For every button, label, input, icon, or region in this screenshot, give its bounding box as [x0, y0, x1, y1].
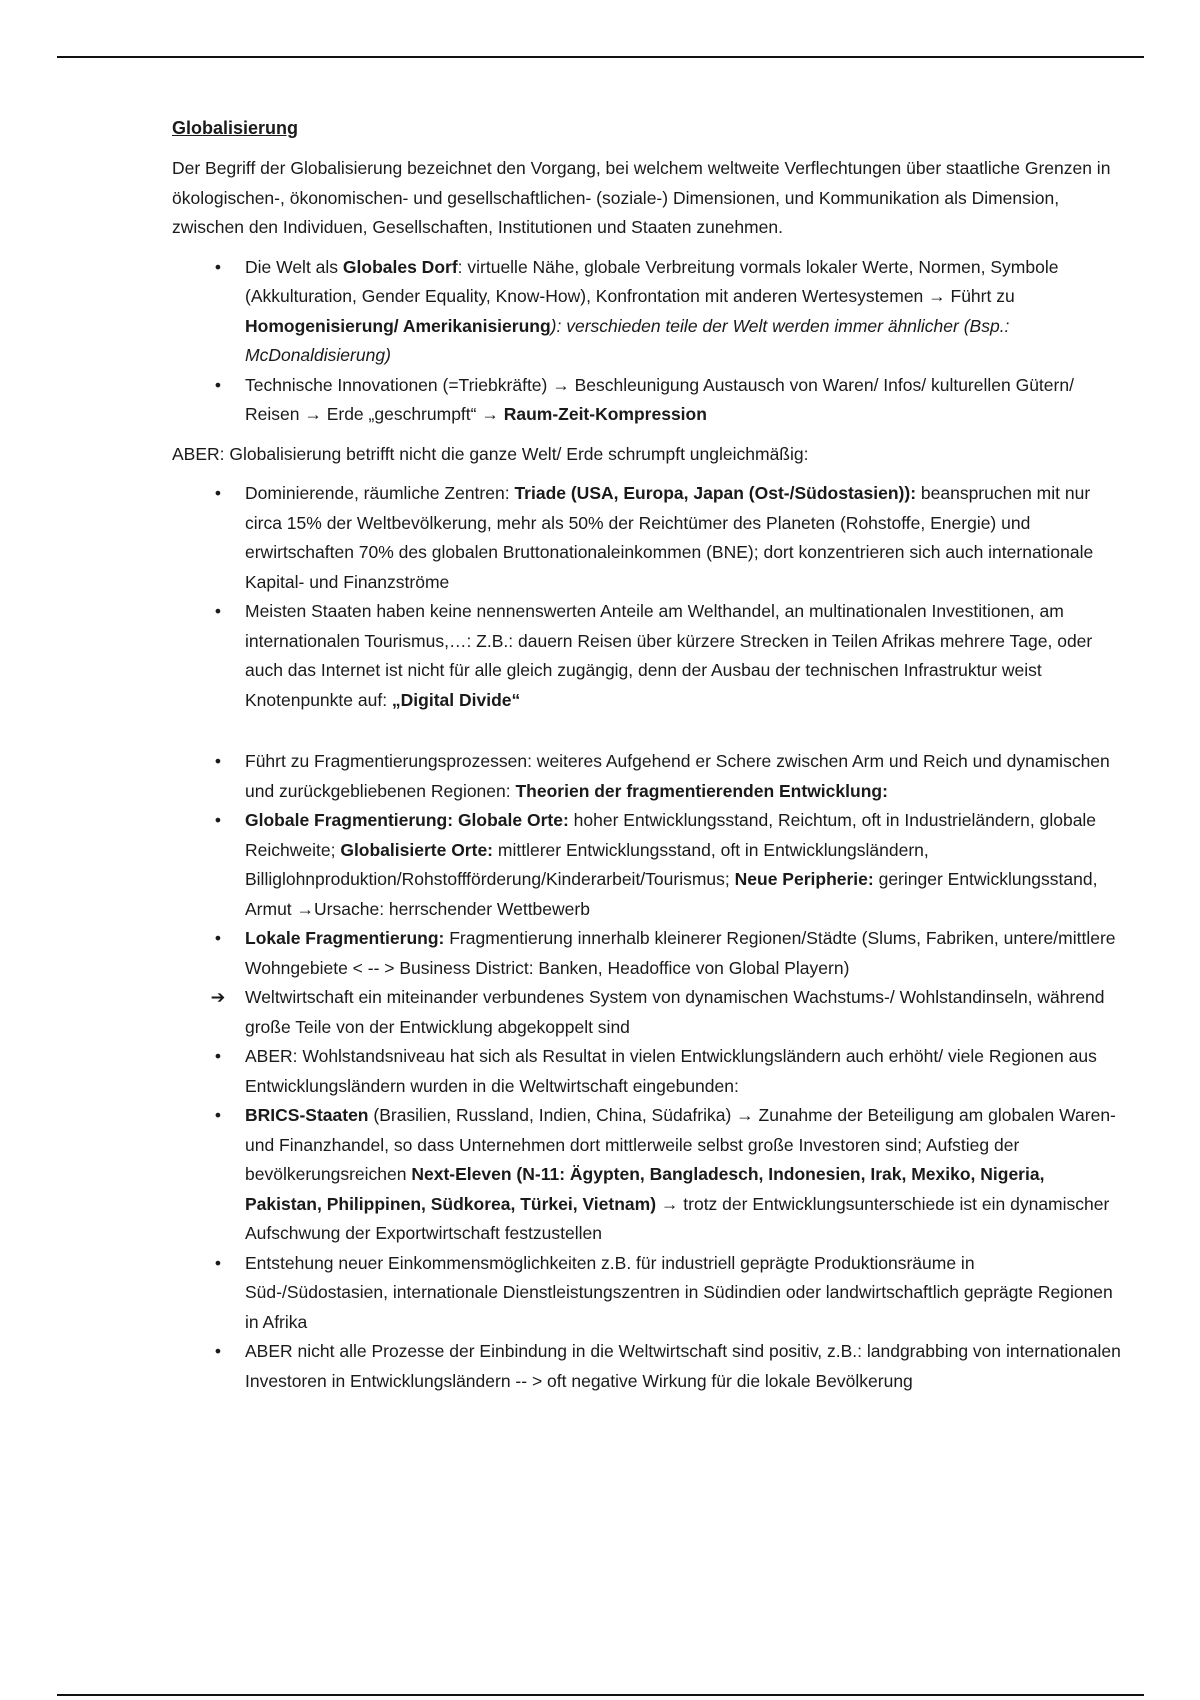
spacer	[172, 725, 1122, 747]
footer-rule	[57, 1694, 1144, 1696]
list-item: • Entstehung neuer Einkommensmöglichkeiten z.B. für industriell geprägte Produktionsräume in Süd-/Südostasien, internationale Dienstleistungszentren in Südindien oder landwirtschaftlich geprägte Regionen in Afrika	[172, 1249, 1122, 1338]
bullet-icon: •	[214, 751, 222, 771]
list-item: • Globale Fragmentierung: Globale Orte: hoher Entwicklungsstand, Reichtum, oft in Industrieländern, globale Reichweite; Globalisierte Orte: mittlerer Entwicklungsstand, oft in Entwicklungsländern, Billiglohnproduktion/Rohstoffförderung/Kinderarbeit/Tourismus; Neue Peripherie: geringer Entwicklungsstand, Armut →Ursache: herrschender Wettbewerb	[172, 806, 1122, 924]
bullet-icon: •	[214, 1046, 222, 1066]
intro-paragraph: Der Begriff der Globalisierung bezeichnet den Vorgang, bei welchem weltweite Verflechtungen über staatliche Grenzen in ökologischen-, ökonomischen- und gesellschaftlichen- (soziale-) Dimensionen, und Kommunikation als Dimension, zwischen den Individuen, Gesellschaften, Institutionen und Staaten zunehmen.	[172, 158, 1111, 237]
bullet-icon: •	[214, 1341, 222, 1361]
bullet-list-3	[172, 747, 1122, 1396]
page-title: Globalisierung	[172, 118, 299, 138]
list-item: • Technische Innovationen (=Triebkräfte) → Beschleunigung Austausch von Waren/ Infos/ kulturellen Gütern/ Reisen → Erde „geschrumpft“ → Raum-Zeit-Kompression	[172, 371, 1122, 430]
bullet-icon: •	[214, 374, 222, 395]
bullet-list-2	[172, 479, 1122, 715]
list-item: ➔ Weltwirtschaft ein miteinander verbundenes System von dynamischen Wachstums-/ Wohlstandinseln, während große Teile von der Entwicklung abgekoppelt sind	[172, 983, 1122, 1042]
header-rule	[57, 56, 1144, 58]
list-item: • Führt zu Fragmentierungsprozessen: weiteres Aufgehend er Schere zwischen Arm und Reich und dynamischen und zurückgebliebenen Regionen: Theorien der fragmentierenden Entwicklung:	[172, 747, 1122, 806]
bullet-icon: •	[214, 256, 222, 277]
list-item: • Meisten Staaten haben keine nennenswerten Anteile am Welthandel, an multinationalen Investitionen, am internationalen Tourismus,…: Z.B.: dauern Reisen über kürzere Strecken in Teilen Afrikas mehrere Tage, oder auch das Internet ist nicht für alle gleich zugängig, denn der Ausbau der technischen Infrastruktur weist Knotenpunkte auf: „Digital Divide“	[172, 597, 1122, 715]
list-item: • BRICS-Staaten (Brasilien, Russland, Indien, China, Südafrika) → Zunahme der Beteiligung am globalen Waren- und Finanzhandel, so dass Unternehmen dort mittlerweile selbst große Investoren sind; Aufstieg der bevölkerungsreichen Next-Eleven (N-11: Ägypten, Bangladesch, Indonesien, Irak, Mexiko, Nigeria, Pakistan, Philippinen, Südkorea, Türkei, Vietnam) → trotz der Entwicklungsunterschiede ist ein dynamischer Aufschwung der Exportwirtschaft festzustellen	[172, 1101, 1122, 1249]
list-item: • Die Welt als Globales Dorf: virtuelle Nähe, globale Verbreitung vormals lokaler Werte, Normen, Symbole (Akkulturation, Gender Equality, Know-How), Konfrontation mit anderen Wertesystemen → Führt zu Homogenisierung/ Amerikanisierung): verschieden teile der Welt werden immer ähnlicher (Bsp.: McDonaldisierung)	[172, 253, 1122, 371]
list-item: • Dominierende, räumliche Zentren: Triade (USA, Europa, Japan (Ost-/Südostasien)): beanspruchen mit nur circa 15% der Weltbevölkerung, mehr als 50% der Reichtümer des Planeten (Rohstoffe, Energie) und erwirtschaften 70% des globalen Bruttonationaleinkommen (BNE); dort konzentrieren sich auch internationale Kapital- und Finanzströme	[172, 479, 1122, 597]
bullet-icon: •	[214, 483, 222, 503]
bullet-icon: •	[214, 1105, 222, 1125]
list-item: • ABER nicht alle Prozesse der Einbindung in die Weltwirtschaft sind positiv, z.B.: landgrabbing von internationalen Investoren in Entwicklungsländern -- > oft negative Wirkung für die lokale Bevölkerung	[172, 1337, 1122, 1396]
bullet-icon: •	[214, 928, 222, 948]
arrow-icon: ➔	[210, 987, 226, 1007]
bullet-icon: •	[214, 810, 222, 830]
list-item: • ABER: Wohlstandsniveau hat sich als Resultat in vielen Entwicklungsländern auch erhöht/ viele Regionen aus Entwicklungsländern wurden in die Weltwirtschaft eingebunden:	[172, 1042, 1122, 1101]
bullet-list-1	[172, 253, 1122, 430]
bullet-icon: •	[214, 1252, 222, 1273]
list-item: • Lokale Fragmentierung: Fragmentierung innerhalb kleinerer Regionen/Städte (Slums, Fabriken, untere/mittlere Wohngebiete < -- > Business District: Banken, Headoffice von Global Playern)	[172, 924, 1122, 983]
document-body	[172, 114, 1122, 1406]
aber-paragraph: ABER: Globalisierung betrifft nicht die ganze Welt/ Erde schrumpft ungleichmäßig:	[172, 443, 809, 464]
bullet-icon: •	[214, 601, 222, 621]
